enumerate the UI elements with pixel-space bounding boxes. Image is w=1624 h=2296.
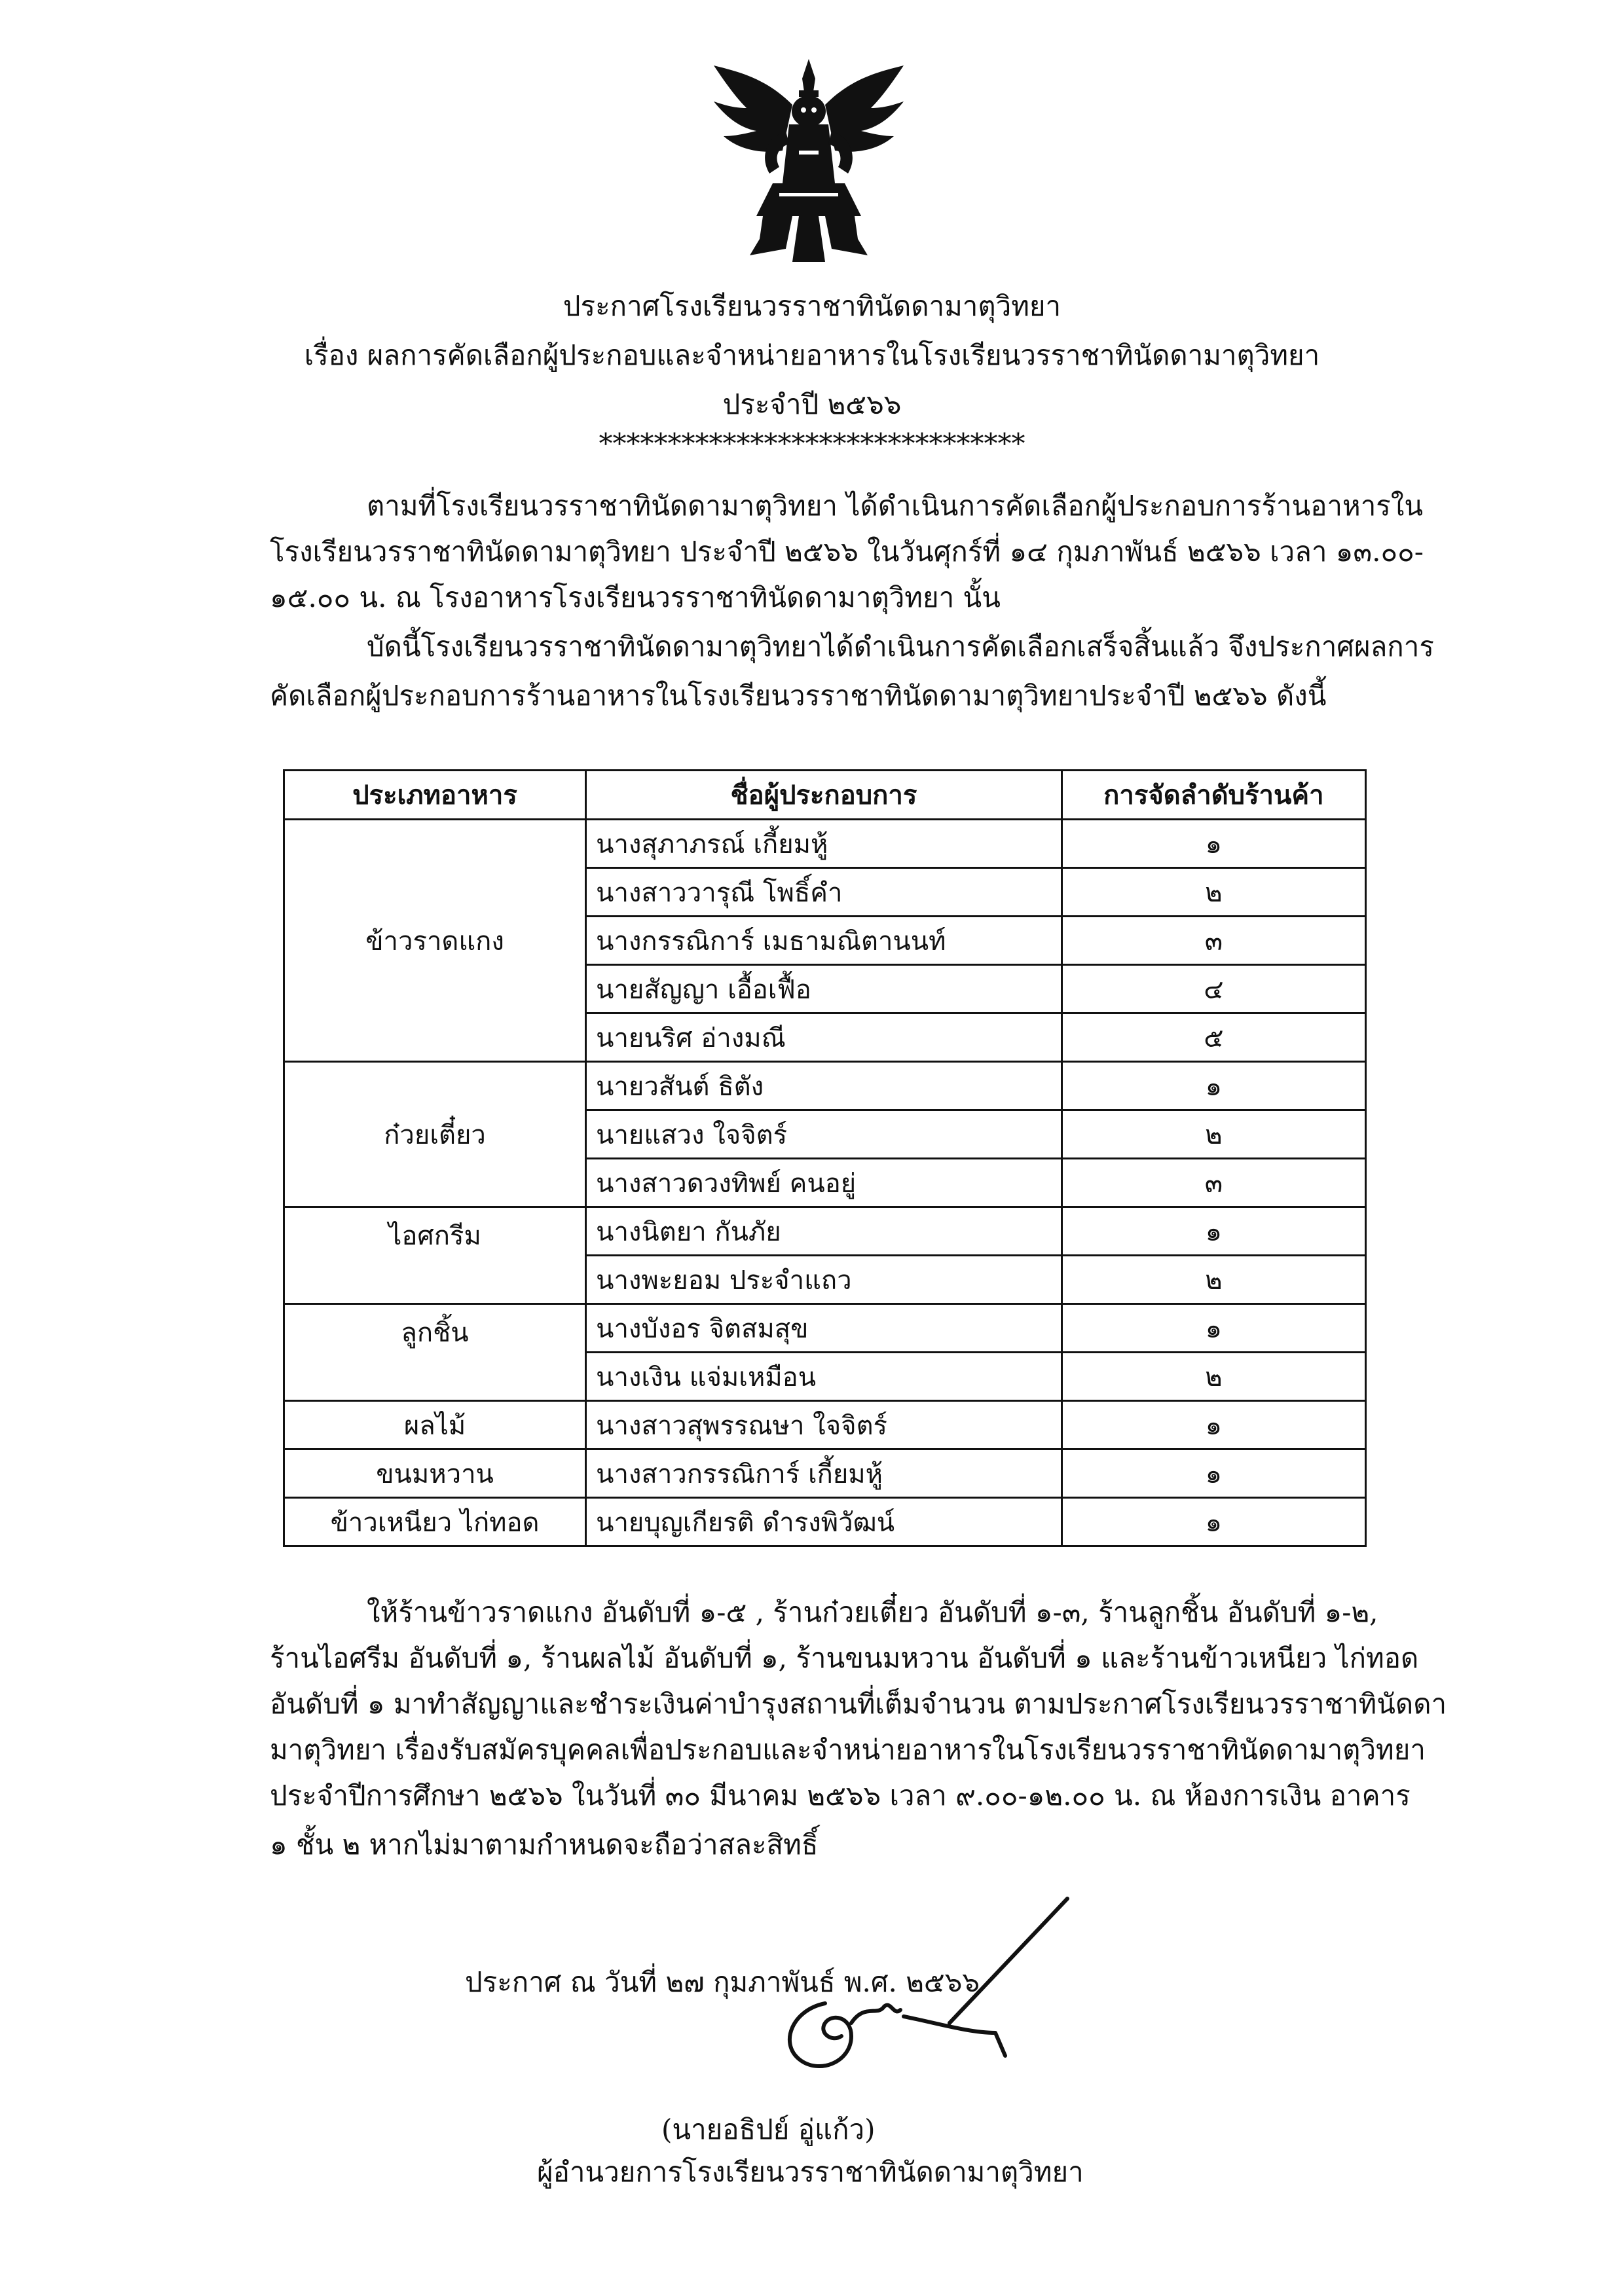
vendor-name-cell: นายแสวง ใจจิตร์ xyxy=(586,1110,1062,1159)
vendor-name-cell: นายนริศ อ่างมณี xyxy=(586,1013,1062,1062)
vendor-name-cell: นายวสันต์ ธิตัง xyxy=(586,1062,1062,1110)
vendor-name-cell: นางเงิน แจ่มเหมือน xyxy=(586,1353,1062,1401)
table-row xyxy=(284,1449,1366,1498)
garuda-emblem-icon xyxy=(701,52,917,268)
vendor-name-cell: นางบังอร จิตสมสุข xyxy=(586,1304,1062,1353)
closing-line-6: ๑ ชั้น ๒ หากไม่มาตามกำหนดจะถือว่าสละสิทธิ์ xyxy=(270,1829,819,1861)
rank-cell: ๕ xyxy=(1061,1013,1365,1062)
announcement-heading: ประกาศโรงเรียนวรราชาทินัดดามาตุวิทยา xyxy=(563,290,1061,322)
header-shop-rank: การจัดลำดับร้านค้า xyxy=(1061,771,1365,820)
rank-cell: ๓ xyxy=(1061,917,1365,965)
food-type-cell: ผลไม้ xyxy=(284,1401,586,1449)
table-row xyxy=(284,1498,1366,1546)
table-row xyxy=(284,1401,1366,1449)
intro-paragraph-1-line-2: โรงเรียนวรราชาทินัดดามาตุวิทยา ประจำปี ๒๕๖๖ ในวันศุกร์ที่ ๑๔ กุมภาพันธ์ ๒๕๖๖ เวลา ๑๓.๐๐- xyxy=(270,536,1424,568)
header-divider: ******************************* xyxy=(599,428,1025,460)
food-type-cell: ก๋วยเตี๋ยว xyxy=(284,1062,586,1207)
table-row xyxy=(284,1207,1366,1256)
rank-cell: ๒ xyxy=(1061,1110,1365,1159)
vendor-name-cell: นางพะยอม ประจำแถว xyxy=(586,1256,1062,1304)
closing-line-5: ประจำปีการศึกษา ๒๕๖๖ ในวันที่ ๓๐ มีนาคม ๒๕๖๖ เวลา ๙.๐๐-๑๒.๐๐ น. ณ ห้องการเงิน อาคาร xyxy=(270,1779,1411,1812)
announcement-year: ประจำปี ๒๕๖๖ xyxy=(722,388,902,420)
announcement-subject: เรื่อง ผลการคัดเลือกผู้ประกอบและจำหน่ายอาหารในโรงเรียนวรราชาทินัดดามาตุวิทยา xyxy=(304,339,1320,371)
closing-line-1: ให้ร้านข้าวราดแกง อันดับที่ ๑-๕ , ร้านก๋วยเตี๋ยว อันดับที่ ๑-๓, ร้านลูกชิ้น อันดับที่ ๑-๒, xyxy=(367,1596,1378,1628)
results-table-wrapper xyxy=(283,769,1367,1547)
intro-paragraph-1-line-1: ตามที่โรงเรียนวรราชาทินัดดามาตุวิทยา ได้ดำเนินการคัดเลือกผู้ประกอบการร้านอาหารใน xyxy=(367,490,1424,522)
rank-cell: ๑ xyxy=(1061,1304,1365,1353)
food-type-cell: ลูกชิ้น xyxy=(284,1304,586,1401)
food-type-cell: ขนมหวาน xyxy=(284,1449,586,1498)
table-header-row xyxy=(284,771,1366,820)
vendor-name-cell: นางนิตยา กันภัย xyxy=(586,1207,1062,1256)
food-type-cell: ไอศกรีม xyxy=(284,1207,586,1304)
table-row xyxy=(284,820,1366,868)
rank-cell: ๒ xyxy=(1061,1256,1365,1304)
rank-cell: ๑ xyxy=(1061,1498,1365,1546)
vendor-name-cell: นางสาวสุพรรณษา ใจจิตร์ xyxy=(586,1401,1062,1449)
vendor-name-cell: นางสาวดวงทิพย์ คนอยู่ xyxy=(586,1159,1062,1207)
header-vendor-name: ชื่อผู้ประกอบการ xyxy=(586,771,1062,820)
intro-paragraph-2-line-1: บัดนี้โรงเรียนวรราชาทินัดดามาตุวิทยาได้ดำเนินการคัดเลือกเสร็จสิ้นแล้ว จึงประกาศผลการ xyxy=(367,630,1434,663)
closing-line-4: มาตุวิทยา เรื่องรับสมัครบุคคลเพื่อประกอบและจำหน่ายอาหารในโรงเรียนวรราชาทินัดดามาตุวิทยา xyxy=(270,1734,1426,1766)
vendor-name-cell: นางสาวกรรณิการ์ เกี้ยมหู้ xyxy=(586,1449,1062,1498)
results-table xyxy=(283,769,1367,1547)
rank-cell: ๑ xyxy=(1061,1062,1365,1110)
rank-cell: ๒ xyxy=(1061,1353,1365,1401)
announcement-date: ประกาศ ณ วันที่ ๒๗ กุมภาพันธ์ พ.ศ. ๒๕๖๖ xyxy=(465,1966,980,1998)
food-type-cell: ข้าวเหนียว ไก่ทอด xyxy=(284,1498,586,1546)
rank-cell: ๑ xyxy=(1061,820,1365,868)
closing-line-3: อันดับที่ ๑ มาทำสัญญาและชำระเงินค่าบำรุงสถานที่เต็มจำนวน ตามประกาศโรงเรียนวรราชาทินัดดา xyxy=(270,1688,1447,1720)
intro-paragraph-2-line-2: คัดเลือกผู้ประกอบการร้านอาหารในโรงเรียนวรราชาทินัดดามาตุวิทยาประจำปี ๒๕๖๖ ดังนี้ xyxy=(270,680,1327,712)
intro-paragraph-1-line-3: ๑๕.๐๐ น. ณ โรงอาหารโรงเรียนวรราชาทินัดดามาตุวิทยา นั้น xyxy=(270,581,1001,613)
director-name: (นายอธิปย์ อู่แก้ว) xyxy=(661,2113,876,2145)
vendor-name-cell: นางสาววารุณี โพธิ์คำ xyxy=(586,868,1062,917)
header-food-type: ประเภทอาหาร xyxy=(284,771,586,820)
handwritten-signature-icon xyxy=(753,1892,1094,2088)
table-row xyxy=(284,1062,1366,1110)
vendor-name-cell: นางสุภาภรณ์ เกี้ยมหู้ xyxy=(586,820,1062,868)
rank-cell: ๒ xyxy=(1061,868,1365,917)
table-row xyxy=(284,1304,1366,1353)
vendor-name-cell: นายสัญญา เอื้อเฟื้อ xyxy=(586,965,1062,1013)
food-type-cell: ข้าวราดแกง xyxy=(284,820,586,1062)
rank-cell: ๑ xyxy=(1061,1207,1365,1256)
rank-cell: ๓ xyxy=(1061,1159,1365,1207)
closing-line-2: ร้านไอศรีม อันดับที่ ๑, ร้านผลไม้ อันดับที่ ๑, ร้านขนมหวาน อันดับที่ ๑ และร้านข้าวเหนียว ไก่ทอด xyxy=(270,1642,1419,1674)
rank-cell: ๑ xyxy=(1061,1449,1365,1498)
rank-cell: ๑ xyxy=(1061,1401,1365,1449)
vendor-name-cell: นางกรรณิการ์ เมธามณิตานนท์ xyxy=(586,917,1062,965)
vendor-name-cell: นายบุญเกียรติ ดำรงพิวัฒน์ xyxy=(586,1498,1062,1546)
director-title: ผู้อำนวยการโรงเรียนวรราชาทินัดดามาตุวิทยา xyxy=(537,2156,1084,2188)
rank-cell: ๔ xyxy=(1061,965,1365,1013)
